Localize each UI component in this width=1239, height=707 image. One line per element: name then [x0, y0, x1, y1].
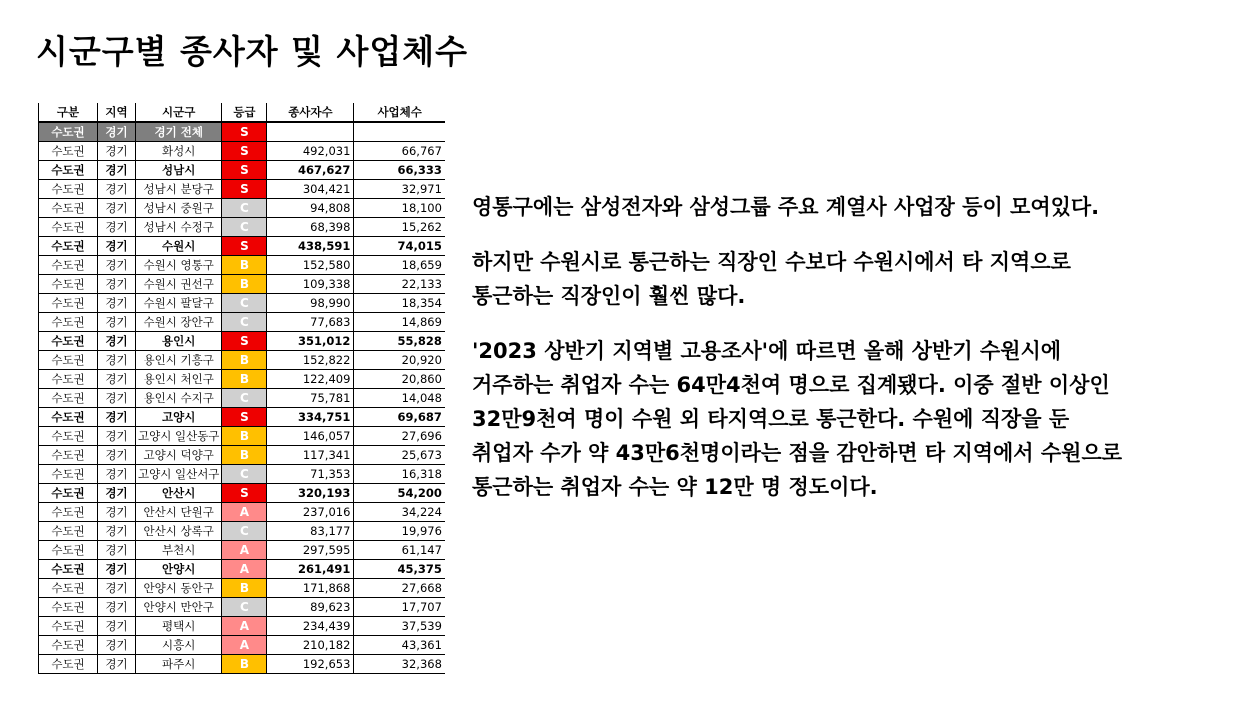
- cell-employees: 71,353: [267, 465, 354, 484]
- cell-category: 수도권: [39, 275, 98, 294]
- cell-employees: 467,627: [267, 161, 354, 180]
- cell-category: 수도권: [39, 579, 98, 598]
- cell-employees: 75,781: [267, 389, 354, 408]
- cell-businesses: 16,318: [354, 465, 445, 484]
- cell-grade: C: [222, 522, 267, 541]
- table-row: [39, 427, 445, 446]
- cell-city: 부천시: [136, 541, 222, 560]
- cell-category: 수도권: [39, 541, 98, 560]
- cell-employees: 109,338: [267, 275, 354, 294]
- table-row: [39, 180, 445, 199]
- cell-region: 경기: [98, 180, 136, 199]
- cell-grade: A: [222, 617, 267, 636]
- cell-grade: B: [222, 370, 267, 389]
- cell-region: 경기: [98, 389, 136, 408]
- cell-businesses: 18,100: [354, 199, 445, 218]
- cell-region: 경기: [98, 503, 136, 522]
- cell-category: 수도권: [39, 560, 98, 579]
- cell-region: 경기: [98, 636, 136, 655]
- cell-grade: S: [222, 142, 267, 161]
- table-row: [39, 522, 445, 541]
- cell-grade: S: [222, 180, 267, 199]
- cell-employees: 146,057: [267, 427, 354, 446]
- cell-grade: A: [222, 503, 267, 522]
- table-row: [39, 142, 445, 161]
- cell-region: 경기: [98, 313, 136, 332]
- cell-grade: C: [222, 313, 267, 332]
- table-row: [39, 598, 445, 617]
- cell-city: 경기 전체: [136, 122, 222, 142]
- table-row: [39, 275, 445, 294]
- cell-category: 수도권: [39, 199, 98, 218]
- cell-city: 수원시: [136, 237, 222, 256]
- cell-region: 경기: [98, 484, 136, 503]
- cell-city: 파주시: [136, 655, 222, 674]
- cell-region: 경기: [98, 294, 136, 313]
- paragraph-line: 거주하는 취업자 수는 64만4천여 명으로 집계됐다. 이중 절반 이상인: [472, 373, 1110, 397]
- cell-region: 경기: [98, 465, 136, 484]
- cell-grade: B: [222, 256, 267, 275]
- cell-businesses: 32,368: [354, 655, 445, 674]
- cell-employees: 492,031: [267, 142, 354, 161]
- header-employees: 종사자수: [267, 103, 354, 122]
- cell-businesses: 14,048: [354, 389, 445, 408]
- header-grade: 등급: [222, 103, 267, 122]
- cell-region: 경기: [98, 199, 136, 218]
- cell-employees: 83,177: [267, 522, 354, 541]
- cell-category: 수도권: [39, 142, 98, 161]
- cell-businesses: 66,333: [354, 161, 445, 180]
- cell-region: 경기: [98, 541, 136, 560]
- cell-employees: 171,868: [267, 579, 354, 598]
- cell-grade: S: [222, 408, 267, 427]
- cell-category: 수도권: [39, 522, 98, 541]
- cell-city: 고양시 일산서구: [136, 465, 222, 484]
- cell-region: 경기: [98, 655, 136, 674]
- table-row: [39, 294, 445, 313]
- cell-category: 수도권: [39, 484, 98, 503]
- paragraph-line: '2023 상반기 지역별 고용조사'에 따르면 올해 상반기 수원시에: [472, 339, 1062, 363]
- cell-businesses: 15,262: [354, 218, 445, 237]
- cell-category: 수도권: [39, 351, 98, 370]
- cell-grade: B: [222, 579, 267, 598]
- table-row: [39, 617, 445, 636]
- cell-employees: 210,182: [267, 636, 354, 655]
- cell-city: 용인시: [136, 332, 222, 351]
- table-row: [39, 503, 445, 522]
- cell-category: 수도권: [39, 446, 98, 465]
- cell-category: 수도권: [39, 503, 98, 522]
- cell-businesses: 45,375: [354, 560, 445, 579]
- cell-grade: A: [222, 541, 267, 560]
- cell-city: 안산시 상록구: [136, 522, 222, 541]
- table-row: [39, 636, 445, 655]
- table-row: [39, 484, 445, 503]
- table-row: [39, 199, 445, 218]
- cell-city: 수원시 장안구: [136, 313, 222, 332]
- paragraph-line: 하지만 수원시로 통근하는 직장인 수보다 수원시에서 타 지역으로: [472, 250, 1071, 274]
- paragraph-line: 통근하는 취업자 수는 약 12만 명 정도이다.: [472, 475, 878, 499]
- cell-category: 수도권: [39, 332, 98, 351]
- cell-businesses: 20,860: [354, 370, 445, 389]
- employment-table: [38, 103, 445, 674]
- cell-grade: B: [222, 427, 267, 446]
- cell-businesses: 37,539: [354, 617, 445, 636]
- cell-city: 성남시 중원구: [136, 199, 222, 218]
- table-body: [39, 122, 445, 674]
- article-text: [472, 190, 1212, 525]
- cell-category: 수도권: [39, 294, 98, 313]
- cell-employees: 320,193: [267, 484, 354, 503]
- cell-employees: 234,439: [267, 617, 354, 636]
- cell-category: 수도권: [39, 237, 98, 256]
- cell-city: 안산시: [136, 484, 222, 503]
- cell-businesses: 17,707: [354, 598, 445, 617]
- cell-employees: 89,623: [267, 598, 354, 617]
- cell-grade: C: [222, 389, 267, 408]
- cell-employees: 192,653: [267, 655, 354, 674]
- cell-businesses: 19,976: [354, 522, 445, 541]
- cell-city: 수원시 팔달구: [136, 294, 222, 313]
- table-row: [39, 389, 445, 408]
- cell-employees: 261,491: [267, 560, 354, 579]
- cell-region: 경기: [98, 161, 136, 180]
- table-row: [39, 370, 445, 389]
- header-region: 지역: [98, 103, 136, 122]
- cell-grade: S: [222, 484, 267, 503]
- cell-region: 경기: [98, 237, 136, 256]
- cell-region: 경기: [98, 446, 136, 465]
- cell-grade: C: [222, 218, 267, 237]
- cell-businesses: 27,696: [354, 427, 445, 446]
- header-city: 시군구: [136, 103, 222, 122]
- header-category: 구분: [39, 103, 98, 122]
- cell-city: 안양시 만안구: [136, 598, 222, 617]
- cell-region: 경기: [98, 351, 136, 370]
- table-row: [39, 122, 445, 142]
- cell-businesses: 34,224: [354, 503, 445, 522]
- cell-city: 수원시 권선구: [136, 275, 222, 294]
- cell-grade: A: [222, 560, 267, 579]
- cell-grade: B: [222, 351, 267, 370]
- cell-grade: B: [222, 655, 267, 674]
- cell-region: 경기: [98, 218, 136, 237]
- cell-category: 수도권: [39, 427, 98, 446]
- cell-grade: B: [222, 446, 267, 465]
- cell-category: 수도권: [39, 370, 98, 389]
- cell-grade: A: [222, 636, 267, 655]
- cell-city: 용인시 수지구: [136, 389, 222, 408]
- cell-employees: 117,341: [267, 446, 354, 465]
- cell-grade: B: [222, 275, 267, 294]
- cell-grade: S: [222, 122, 267, 142]
- cell-region: 경기: [98, 579, 136, 598]
- cell-region: 경기: [98, 427, 136, 446]
- cell-grade: S: [222, 332, 267, 351]
- table-row: [39, 218, 445, 237]
- cell-category: 수도권: [39, 465, 98, 484]
- cell-employees: 77,683: [267, 313, 354, 332]
- paragraph: [472, 334, 1212, 504]
- cell-region: 경기: [98, 598, 136, 617]
- table-row: [39, 541, 445, 560]
- cell-category: 수도권: [39, 180, 98, 199]
- cell-employees: 351,012: [267, 332, 354, 351]
- cell-businesses: [354, 122, 445, 142]
- cell-city: 성남시 수정구: [136, 218, 222, 237]
- paragraph-line: 32만9천여 명이 수원 외 타지역으로 통근한다. 수원에 직장을 둔: [472, 407, 1070, 431]
- cell-employees: 237,016: [267, 503, 354, 522]
- cell-businesses: 14,869: [354, 313, 445, 332]
- cell-city: 성남시: [136, 161, 222, 180]
- cell-businesses: 18,354: [354, 294, 445, 313]
- cell-employees: 438,591: [267, 237, 354, 256]
- cell-businesses: 22,133: [354, 275, 445, 294]
- cell-city: 안양시: [136, 560, 222, 579]
- cell-category: 수도권: [39, 218, 98, 237]
- cell-employees: 98,990: [267, 294, 354, 313]
- cell-businesses: 20,920: [354, 351, 445, 370]
- cell-region: 경기: [98, 560, 136, 579]
- cell-category: 수도권: [39, 636, 98, 655]
- cell-category: 수도권: [39, 408, 98, 427]
- cell-employees: 94,808: [267, 199, 354, 218]
- cell-category: 수도권: [39, 598, 98, 617]
- cell-city: 평택시: [136, 617, 222, 636]
- cell-businesses: 69,687: [354, 408, 445, 427]
- cell-city: 성남시 분당구: [136, 180, 222, 199]
- cell-category: 수도권: [39, 389, 98, 408]
- table-row: [39, 161, 445, 180]
- cell-grade: C: [222, 465, 267, 484]
- table-row: [39, 465, 445, 484]
- cell-employees: 334,751: [267, 408, 354, 427]
- cell-category: 수도권: [39, 256, 98, 275]
- cell-city: 화성시: [136, 142, 222, 161]
- cell-category: 수도권: [39, 313, 98, 332]
- paragraph: [472, 245, 1212, 313]
- paragraph-line: 통근하는 직장인이 훨씬 많다.: [472, 284, 746, 308]
- table-row: [39, 256, 445, 275]
- cell-employees: 152,822: [267, 351, 354, 370]
- cell-businesses: 27,668: [354, 579, 445, 598]
- cell-businesses: 55,828: [354, 332, 445, 351]
- cell-category: 수도권: [39, 122, 98, 142]
- cell-category: 수도권: [39, 655, 98, 674]
- cell-city: 안양시 동안구: [136, 579, 222, 598]
- cell-city: 용인시 처인구: [136, 370, 222, 389]
- cell-businesses: 66,767: [354, 142, 445, 161]
- table-row: [39, 560, 445, 579]
- cell-employees: 68,398: [267, 218, 354, 237]
- paragraph-line: 취업자 수가 약 43만6천명이라는 점을 감안하면 타 지역에서 수원으로: [472, 441, 1123, 465]
- cell-employees: 122,409: [267, 370, 354, 389]
- table-header-row: [39, 103, 445, 122]
- cell-category: 수도권: [39, 617, 98, 636]
- cell-businesses: 54,200: [354, 484, 445, 503]
- cell-region: 경기: [98, 370, 136, 389]
- cell-region: 경기: [98, 408, 136, 427]
- cell-city: 용인시 기흥구: [136, 351, 222, 370]
- cell-region: 경기: [98, 142, 136, 161]
- cell-city: 시흥시: [136, 636, 222, 655]
- cell-city: 고양시 일산동구: [136, 427, 222, 446]
- cell-grade: S: [222, 161, 267, 180]
- table-row: [39, 332, 445, 351]
- cell-city: 고양시: [136, 408, 222, 427]
- cell-businesses: 43,361: [354, 636, 445, 655]
- cell-category: 수도권: [39, 161, 98, 180]
- table-row: [39, 237, 445, 256]
- cell-region: 경기: [98, 522, 136, 541]
- cell-businesses: 18,659: [354, 256, 445, 275]
- cell-city: 수원시 영통구: [136, 256, 222, 275]
- cell-grade: C: [222, 598, 267, 617]
- table-row: [39, 408, 445, 427]
- cell-employees: 152,580: [267, 256, 354, 275]
- cell-region: 경기: [98, 122, 136, 142]
- paragraph: [472, 190, 1212, 224]
- table-row: [39, 351, 445, 370]
- table-row: [39, 446, 445, 465]
- cell-businesses: 61,147: [354, 541, 445, 560]
- cell-businesses: 74,015: [354, 237, 445, 256]
- table-row: [39, 655, 445, 674]
- cell-city: 고양시 덕양구: [136, 446, 222, 465]
- table-row: [39, 579, 445, 598]
- table-row: [39, 313, 445, 332]
- cell-city: 안산시 단원구: [136, 503, 222, 522]
- header-businesses: 사업체수: [354, 103, 445, 122]
- cell-businesses: 25,673: [354, 446, 445, 465]
- cell-employees: 297,595: [267, 541, 354, 560]
- cell-region: 경기: [98, 332, 136, 351]
- page-title: 시군구별 종사자 및 사업체수: [36, 32, 469, 71]
- cell-businesses: 32,971: [354, 180, 445, 199]
- cell-grade: C: [222, 199, 267, 218]
- cell-grade: C: [222, 294, 267, 313]
- cell-grade: S: [222, 237, 267, 256]
- paragraph-line: 영통구에는 삼성전자와 삼성그룹 주요 계열사 사업장 등이 모여있다.: [472, 195, 1100, 219]
- cell-employees: [267, 122, 354, 142]
- cell-employees: 304,421: [267, 180, 354, 199]
- cell-region: 경기: [98, 275, 136, 294]
- cell-region: 경기: [98, 256, 136, 275]
- cell-region: 경기: [98, 617, 136, 636]
